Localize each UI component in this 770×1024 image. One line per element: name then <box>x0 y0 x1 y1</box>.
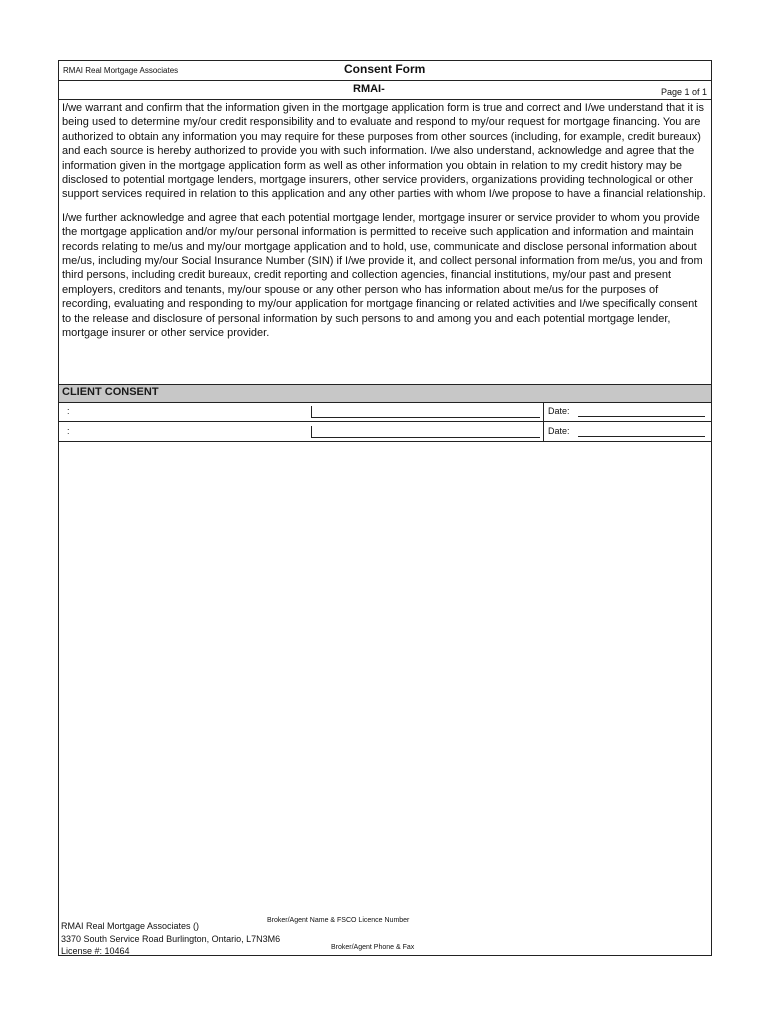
company-name: RMAI Real Mortgage Associates <box>63 66 179 75</box>
footer-company: RMAI Real Mortgage Associates () <box>61 921 200 931</box>
consent-paragraph-2: I/we further acknowledge and agree that each potential mortgage lender, mortgage insurer or service provider to whom you provide the mortgage application and/or my/our personal information is permitted to receive such application and information and maintain records relating to me/us and my/our mortgage application and to hold, use, communicate and disclose personal information about me/us, including my/our Social Insurance Number (SIN) if I/we provide it, and collect personal information from me/us, you and from third persons, including credit bureaux, credit reporting and collection agencies, financial institutions, my/our past and present employers, creditors and tenants, my/our spouse or any other person who has information about me/us for the purposes of recording, evaluating and responding to my/our application for mortgage financing or related activities and I/we specifically consent to the release and disclosure of personal information by such persons to and among you and each potential mortgage lender, mortgage insurer or other service provider. <box>62 211 703 340</box>
client-name-label: : <box>67 426 70 436</box>
signature-row <box>59 402 711 422</box>
client-name-label: : <box>67 406 70 416</box>
broker-name-label: Broker/Agent Name & FSCO Licence Number <box>267 917 410 924</box>
signature-field[interactable] <box>311 406 540 418</box>
signature-field[interactable] <box>311 426 540 438</box>
footer <box>59 911 711 955</box>
consent-form <box>58 60 712 956</box>
date-field[interactable] <box>578 416 705 417</box>
form-title: Consent Form <box>344 62 426 76</box>
form-code: RMAI- <box>353 83 385 95</box>
date-cell <box>543 402 711 421</box>
date-label: Date: <box>548 426 570 436</box>
signature-row <box>59 422 711 442</box>
consent-text <box>59 99 711 341</box>
date-cell <box>543 422 711 441</box>
section-title: CLIENT CONSENT <box>62 386 159 398</box>
consent-paragraph-1: I/we warrant and confirm that the information given in the mortgage application form is true and correct and I/we understand that it is being used to determine my/our credit responsibility and to evaluate and respond to my/our request for mortgage financing. You are authorized to obtain any information you may require for these purposes from other sources (including, for example, credit bureaux) and each source is hereby authorized to provide you with such information. I/we also understand, acknowledge and agree that the information given in the mortgage application form as well as other information you obtain in relation to my credit history may be disclosed to potential mortgage lenders, mortgage insurers, other service providers, organizations providing technological or other support services required in relation to this application and any other parties with whom I/we propose to have a financial relationship. <box>62 102 706 201</box>
footer-address: 3370 South Service Road Burlington, Ontario, L7N3M6 <box>61 934 281 944</box>
header-subrow <box>59 80 711 100</box>
footer-license: License #: 10464 <box>61 946 130 956</box>
broker-phone-label: Broker/Agent Phone & Fax <box>331 944 415 951</box>
header-row <box>59 61 711 80</box>
date-field[interactable] <box>578 436 705 437</box>
date-label: Date: <box>548 406 570 416</box>
page-indicator: Page 1 of 1 <box>660 87 707 97</box>
client-consent-header <box>59 384 711 403</box>
